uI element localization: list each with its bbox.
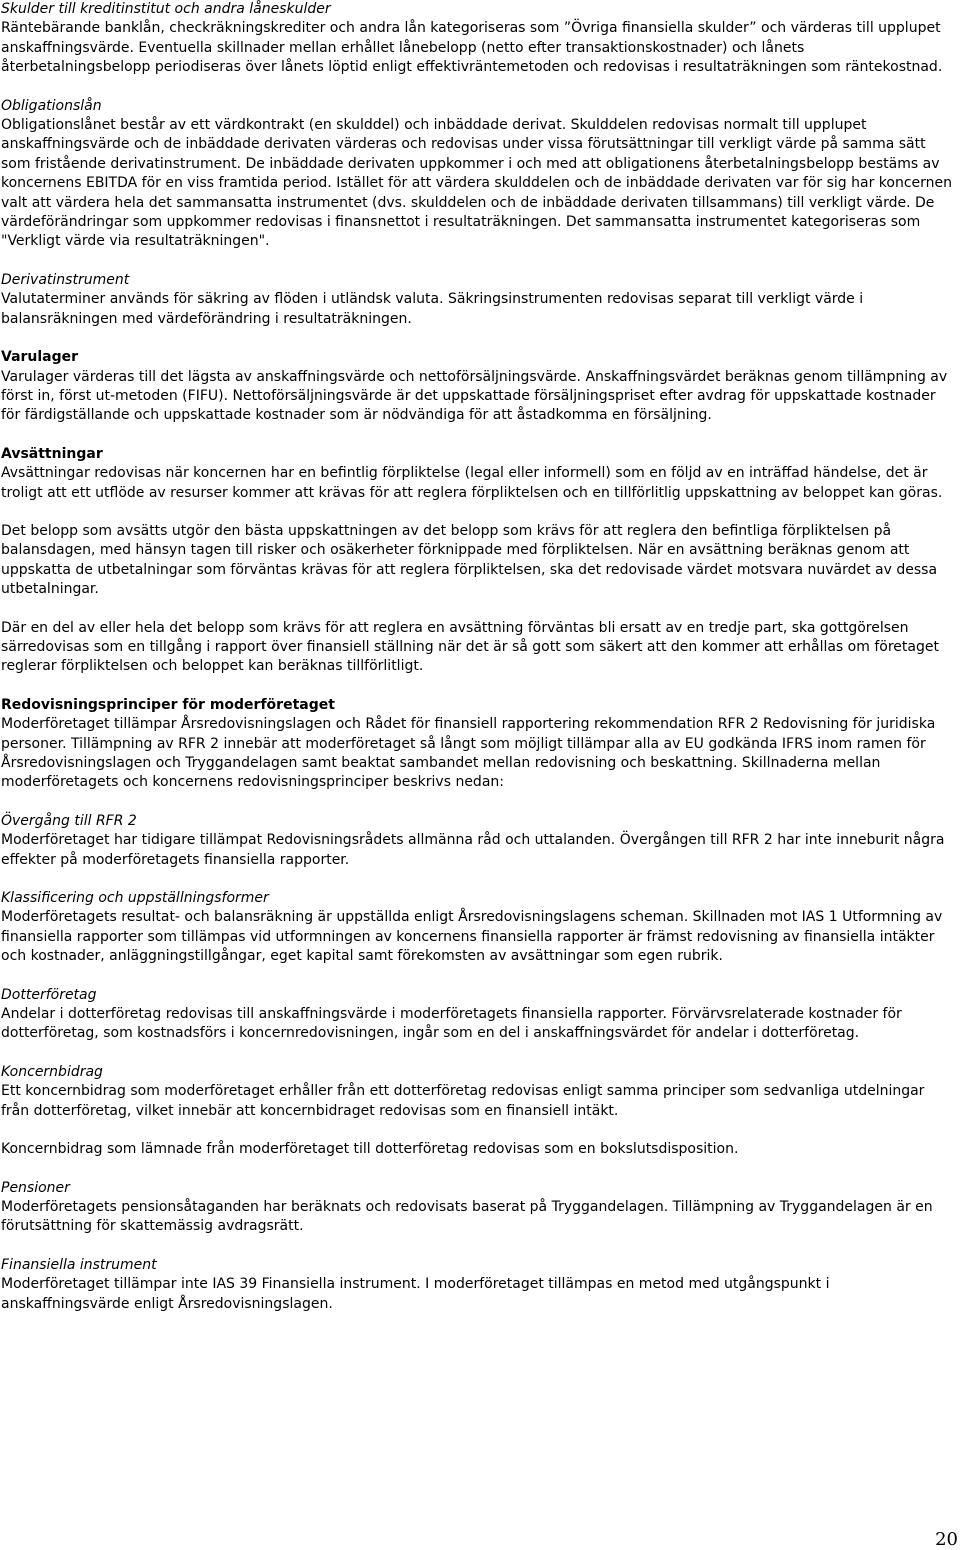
paragraph-spacer <box>1 1160 957 1179</box>
section-heading: Koncernbidrag <box>1 1063 103 1080</box>
body-paragraph: Obligationslånet består av ett värdkontrakt (en skulddel) och inbäddade derivat. Skulddelen redovisas normalt till upplupet anskaffningsvärde och de inbäddade derivaten värderas och redovisas under vissa förutsättningar till verkligt värde på samma sätt som fristående derivatinstrument. De inbäddade derivaten uppkommer i och med att obligationens återbetalningsbelopp bestäms av koncernens EBITDA för en viss framtida period. Istället för att värdera skulddelen och de inbäddade derivaten var för sig har koncernen valt att värdera hela det sammansatta instrumentet (dvs. skulddelen och de inbäddade derivaten tillsammans) till verkligt värde. De värdeförändringar som uppkommer redovisas i finansnettot i resultaträkningen. Det sammansatta instrumentet kategoriseras som "Verkligt värde via resultaträkningen". <box>1 117 953 250</box>
section-heading: Övergång till RFR 2 <box>1 812 137 829</box>
body-paragraph: Moderföretagets pensionsåtaganden har beräknats och redovisats baserat på Tryggandelagen. Tillämpning av Tryggandelagen är en förutsättning för skattemässig avdragsrätt. <box>1 1198 933 1235</box>
body-paragraph: Valutaterminer används för säkring av flöden i utländsk valuta. Säkringsinstrumenten redovisas separat till verkligt värde i balansräkningen med värdeförändring i resultaträkningen. <box>1 291 864 327</box>
body-paragraph: Där en del av eller hela det belopp som krävs för att reglera en avsättning förväntas bli ersatt av en tredje part, ska gottgörelsen särredovisas som en tillgång i rapport över finansiell ställning när det är så gott som säkert att den kommer att erhållas om företaget reglerar förpliktelsen och beloppet kan beräknas tillförlitligt. <box>1 619 939 675</box>
section-heading: Skulder till kreditinstitut och andra låneskulder <box>1 1 331 17</box>
paragraph-spacer <box>1 1237 957 1256</box>
body-paragraph: Koncernbidrag som lämnade från moderföretaget till dotterföretag redovisas som en bokslutsdisposition. <box>1 1141 739 1158</box>
section-heading: Redovisningsprinciper för moderföretaget <box>1 696 335 713</box>
body-paragraph: Avsättningar redovisas när koncernen har en befintlig förpliktelse (legal eller informell) som en följd av en inträffad händelse, det är troligt att ett utflöde av resurser kommer att krävas för att reglera förpliktelsen och en tillförlitlig uppskattning av beloppet kan göras. <box>1 465 943 501</box>
section-heading: Varulager <box>1 349 79 366</box>
body-paragraph: Moderföretaget tillämpar inte IAS 39 Finansiella instrument. I moderföretaget tillämpas en metod med utgångspunkt i anskaffningsvärde enligt Årsredovisningslagen. <box>1 1276 830 1312</box>
paragraph-spacer <box>1 1121 957 1140</box>
paragraph-spacer <box>1 252 957 271</box>
document-body <box>1 0 957 1314</box>
body-paragraph: Andelar i dotterföretag redovisas till anskaffningsvärde i moderföretagets finansiella rapporter. Förvärvsrelaterade kostnader för dotterföretag, som kostnadsförs i koncernredovisningen, ingår som en del i anskaffningsvärdet för andelar i dotterföretag. <box>1 1006 902 1042</box>
section-heading: Dotterföretag <box>1 986 97 1003</box>
body-paragraph: Det belopp som avsätts utgör den bästa uppskattningen av det belopp som krävs för att reglera den befintliga förpliktelsen på balansdagen, med hänsyn tagen till risker och osäkerheter förknippade med förpliktelsen. När en avsättning beräknas genom att uppskatta de utbetalningar som förväntas krävas för att reglera förpliktelsen, ska det redovisade värdet motsvara nuvärdet av dessa utbetalningar. <box>1 522 938 598</box>
paragraph-spacer <box>1 870 957 889</box>
body-paragraph: Ett koncernbidrag som moderföretaget erhåller från ett dotterföretag redovisas enligt samma principer som sedvanliga utdelningar från dotterföretag, vilket innebär att koncernbidraget redovisas som en finansiell intäkt. <box>1 1083 925 1119</box>
paragraph-spacer <box>1 329 957 348</box>
body-paragraph: Varulager värderas till det lägsta av anskaffningsvärde och nettoförsäljningsvärde. Anskaffningsvärdet beräknas genom tillämpning av först in, först ut-metoden (FIFU). Nettoförsäljningsvärde är det uppskattade försäljningspriset efter avdrag för uppskattade kostnader för färdigställande och uppskattade kostnader som är nödvändiga för att åstadkomma en försäljning. <box>1 368 948 424</box>
section-heading: Finansiella instrument <box>1 1256 157 1273</box>
paragraph-spacer <box>1 426 957 445</box>
body-paragraph: Räntebärande banklån, checkräkningskrediter och andra lån kategoriseras som ”Övriga finansiella skulder” och värderas till upplupet anskaffningsvärde. Eventuella skillnader mellan erhållet lånebelopp (netto efter transaktionskostnader) och lånets återbetalningsbelopp periodiseras över lånets löptid enligt effektivräntemetoden och redovisas i resultaträkningen som räntekostnad. <box>1 20 943 76</box>
body-paragraph: Moderföretaget har tidigare tillämpat Redovisningsrådets allmänna råd och uttalanden. Övergången till RFR 2 har inte inneburit några effekter på moderföretagets finansiella rapporter. <box>1 832 945 868</box>
paragraph-spacer <box>1 677 957 696</box>
body-paragraph: Moderföretagets resultat- och balansräkning är uppställda enligt Årsredovisningslagens scheman. Skillnaden mot IAS 1 Utformning av finansiella rapporter som tillämpas vid utformningen av koncernens finansiella rapporter är främst redovisning av finansiella intäkter och kostnader, anläggningstillgångar, eget kapital samt förekomsten av avsättningar som egen rubrik. <box>1 909 943 965</box>
paragraph-spacer <box>1 1044 957 1063</box>
section-heading: Pensioner <box>1 1179 70 1196</box>
section-heading: Derivatinstrument <box>1 271 130 288</box>
body-paragraph: Moderföretaget tillämpar Årsredovisningslagen och Rådet för finansiell rapportering rekommendation RFR 2 Redovisning för juridiska personer. Tillämpning av RFR 2 innebär att moderföretaget så långt som möjligt tillämpar alla av EU godkända IFRS inom ramen för Årsredovisningslagen och Tryggandelagen samt beaktat sambandet mellan redovisning och beskattning. Skillnaderna mellan moderföretagets och koncernens redovisningsprinciper beskrivs nedan: <box>1 716 936 791</box>
paragraph-spacer <box>1 503 957 522</box>
section-heading: Klassificering och uppställningsformer <box>1 890 269 907</box>
section-heading: Obligationslån <box>1 97 102 114</box>
paragraph-spacer <box>1 967 957 986</box>
paragraph-spacer <box>1 600 957 619</box>
paragraph-spacer <box>1 793 957 812</box>
page-number: 20 <box>935 1529 958 1550</box>
section-heading: Avsättningar <box>1 445 103 462</box>
paragraph-spacer <box>1 78 957 97</box>
